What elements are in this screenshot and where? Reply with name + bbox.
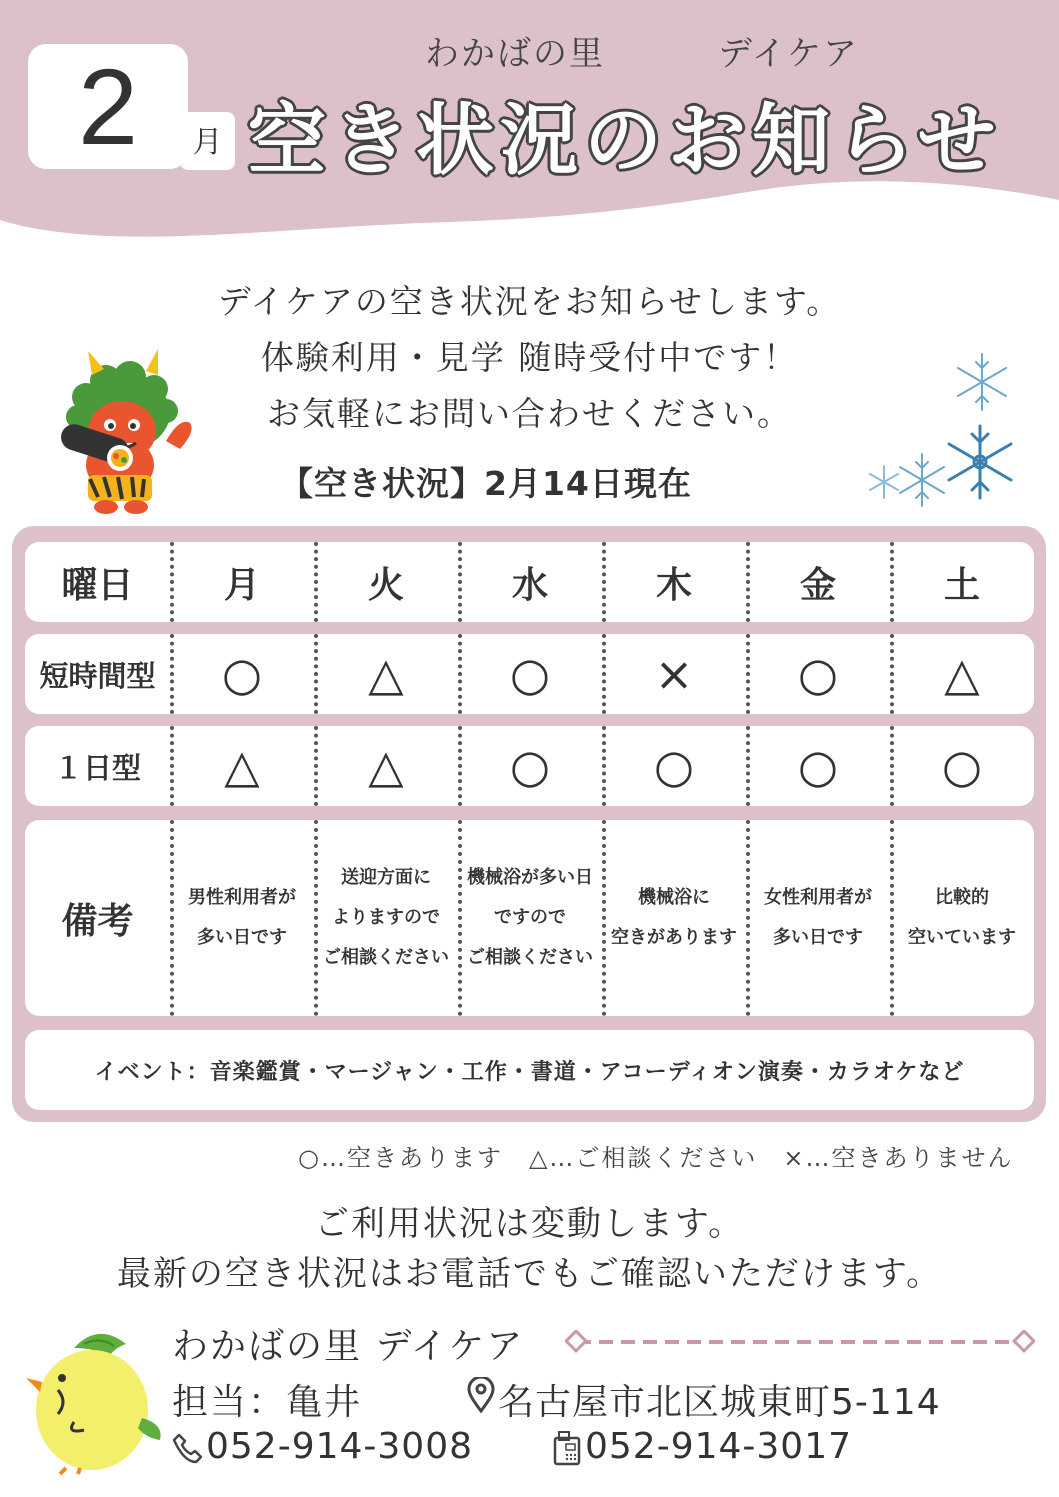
short-thu: × [654,647,694,701]
fullday-wed: ○ [509,739,551,793]
note-thu: 機械浴に 空きがあります [611,887,737,948]
intro-line-3: お気軽にお問い合わせください。 [267,394,792,433]
fullday-sat: ○ [941,739,983,793]
notes-label: 備考 [61,900,134,942]
table-row-fullday [25,726,1034,806]
short-wed: ○ [509,647,551,701]
note-sat: 比較的 空いています [908,887,1016,948]
availability-table [12,526,1046,1122]
bird-mascot-icon [22,1326,167,1476]
footer-facility-name: わかばの里 デイケア [172,1326,525,1367]
table-row-header [25,542,1034,622]
fullday-fri: ○ [797,739,839,793]
short-mon: ○ [221,647,263,701]
short-type-label: 短時間型 [39,658,156,693]
day-thu: 木 [655,564,692,606]
note-mon: 男性利用者が 多い日です [188,887,296,948]
day-mon: 月 [223,564,260,606]
intro-line-1: デイケアの空き状況をお知らせします。 [217,282,842,321]
note-wed: 機械浴が多い日 ですので ご相談ください [467,867,593,968]
note-fri: 女性利用者が 多い日です [764,887,872,948]
phone-icon [172,1432,204,1464]
status-title: 【空き状況】2月14日現在 [280,464,692,503]
fullday-thu: ○ [653,739,695,793]
note-tue: 送迎方面に よりますので ご相談ください [323,867,449,968]
short-tue: △ [368,647,404,701]
table-row-notes [25,820,1034,1016]
month-unit: 月 [192,125,223,160]
short-fri: ○ [797,647,839,701]
events-text: イベント：音楽鑑賞・マージャン・工作・書道・アコーディオン演奏・カラオケなど [94,1059,965,1085]
table-row-events [25,1030,1034,1110]
location-pin-icon [466,1377,496,1413]
service-name: デイケア [718,34,859,74]
month-number: 2 [77,46,139,167]
weekday-label: 曜日 [61,564,134,606]
fullday-type-label: １日型 [53,750,141,785]
day-tue: 火 [367,564,404,606]
symbol-legend: ○…空きあります △…ご相談ください ×…空きありません [298,1144,1014,1172]
day-wed: 水 [511,564,548,606]
table-row-short [25,634,1034,714]
footer-fax: 052-914-3017 [585,1426,853,1467]
fullday-tue: △ [368,739,404,793]
day-fri: 金 [799,564,836,606]
short-sat: △ [944,647,980,701]
footer-tel: 052-914-3008 [206,1426,474,1467]
footer-contact-person: 担当：亀井 [172,1382,363,1423]
intro-line-2: 体験利用・見学 随時受付中です！ [260,338,799,377]
fax-icon [552,1430,582,1466]
notice-line-2: 最新の空き状況はお電話でもご確認いただけます。 [116,1254,943,1294]
footer-address: 名古屋市北区城東町5-114 [498,1382,941,1423]
day-sat: 土 [943,564,980,606]
page-title: 空き状況のお知らせ [248,96,1002,186]
notice-line-1: ご利用状況は変動します。 [314,1204,745,1244]
footer-decorative-line [565,1330,1035,1354]
facility-name: わかばの里 [425,34,605,74]
fullday-mon: △ [224,739,260,793]
